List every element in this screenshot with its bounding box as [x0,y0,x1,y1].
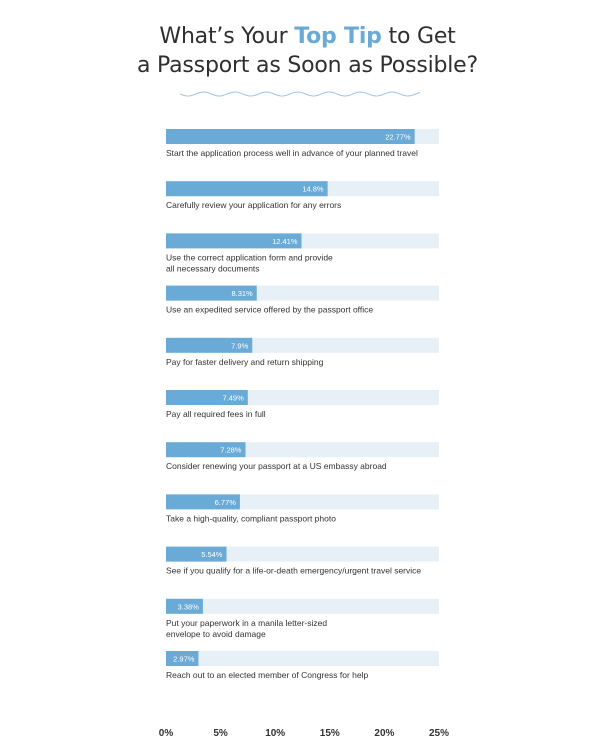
x-tick-label: 10% [265,728,286,739]
value-label: 2.97% [173,654,195,664]
value-label: 8.31% [231,289,253,299]
category-label: Pay all required fees in full [166,409,266,419]
bar-track [166,599,439,614]
category-label: all necessary documents [166,263,260,274]
bar-track [166,651,439,666]
category-label: Start the application process well in advance of your planned travel [166,148,418,158]
title-highlight: Top Tip [294,24,382,49]
value-label: 7.49% [222,393,244,403]
value-label: 3.38% [177,602,199,612]
value-label: 7.9% [231,341,249,351]
category-label: Take a high-quality, compliant passport photo [166,513,336,524]
x-tick-label: 20% [374,728,395,739]
category-label: Use the correct application form and provide [166,252,333,263]
category-label: envelope to avoid damage [166,628,266,639]
bar [166,129,415,144]
value-label: 22.77% [385,132,411,142]
category-label: Put your paperwork in a manila letter-sized [166,617,328,628]
title-pre: What’s Your [159,24,295,49]
value-label: 6.77% [214,497,236,507]
category-label: Pay for faster delivery and return shipping [166,356,324,367]
category-label: Use an expedited service offered by the passport office [166,304,374,315]
category-label: Reach out to an elected member of Congress for help [166,670,369,680]
value-label: 7.28% [220,445,242,455]
value-label: 12.41% [272,236,298,246]
x-tick-label: 15% [319,728,340,739]
title-line-2: a Passport as Soon as Possible? [136,53,478,78]
category-label: Carefully review your application for any errors [166,200,342,211]
category-label: See if you qualify for a life-or-death emergency/urgent travel service [166,565,422,576]
value-label: 5.54% [201,550,223,560]
x-tick-label: 0% [158,728,174,739]
category-label: Consider renewing your passport at a US embassy abroad [166,461,387,472]
value-label: 14.8% [302,184,324,194]
title-post: to Get [381,24,456,49]
x-tick-label: 25% [428,728,450,739]
x-tick-label: 5% [213,728,228,739]
